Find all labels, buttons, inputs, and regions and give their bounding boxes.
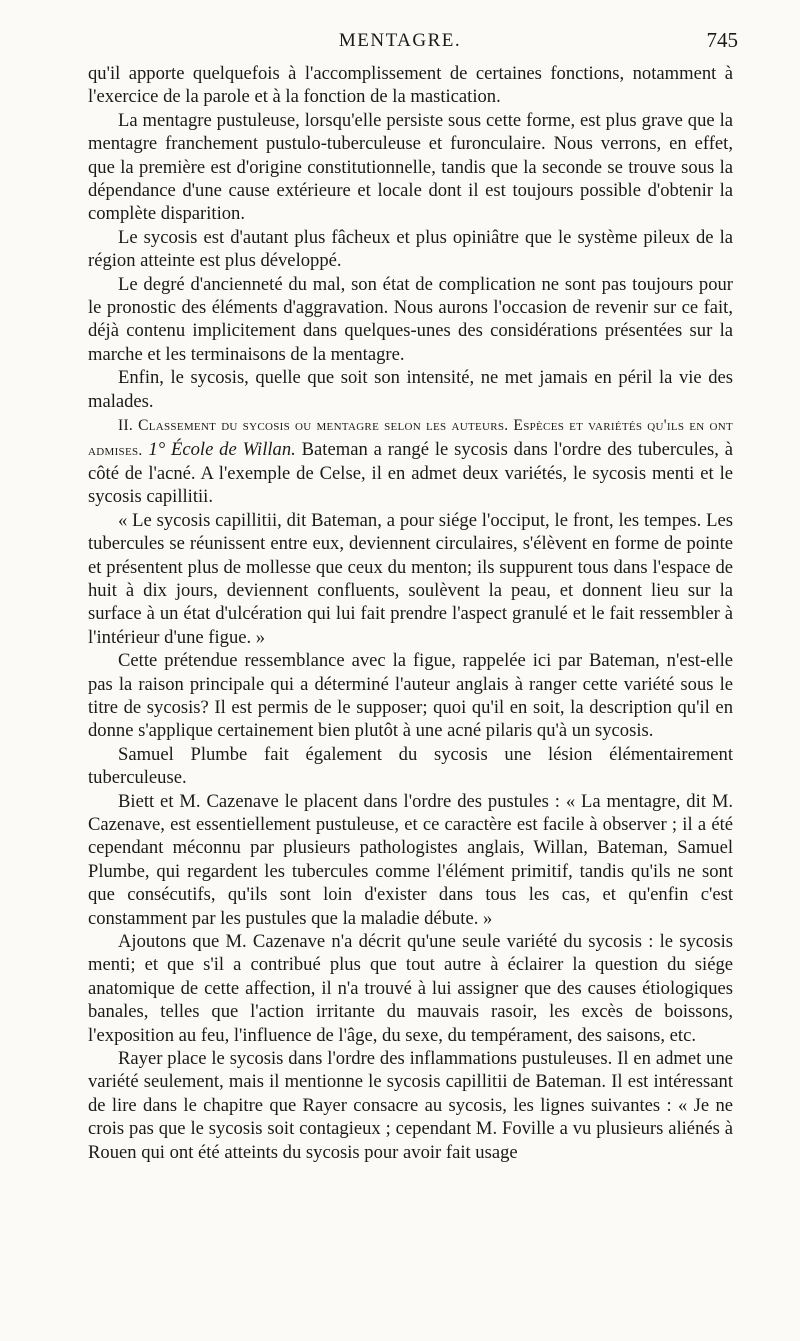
paragraph-4: Le degré d'ancienneté du mal, son état de complication ne sont pas toujours pour le pronostic des éléments d'aggravation. Nous aurons l'occasion de revenir sur ce fait, déjà contenu implicitement dans quelques-unes des considérations présentées sur la marche et les terminaisons de la mentagre. [88, 273, 733, 365]
body-text [88, 62, 733, 1164]
school-heading: 1° École de Willan. [148, 438, 296, 460]
paragraph-3: Le sycosis est d'autant plus fâcheux et plus opiniâtre que le système pileux de la région atteinte est plus développé. [88, 226, 733, 272]
paragraph-5: Enfin, le sycosis, quelle que soit son intensité, ne met jamais en péril la vie des malades. [88, 367, 733, 412]
section-ii-text: Bateman a rangé le sycosis dans l'ordre des tubercules, à côté de l'acné. A l'exemple de Celse, il en admet deux variétés, le sycosis menti et le sycosis capillitii. [88, 438, 734, 508]
paragraph-1: qu'il apporte quelquefois à l'accomplissement de certaines fonctions, notamment à l'exercice de la parole et à la fonction de la mastication. [88, 63, 733, 108]
paragraph-rayer: Rayer place le sycosis dans l'ordre des inflammations pustuleuses. Il en admet une variété seulement, mais il mentionne le sycosis capillitii de Bateman. Il est intéressant de lire dans le chapitre que Rayer consacre au sycosis, les lignes suivantes : « Je ne crois pas que le sycosis soit contagieux ; cependant M. Foville a vu plusieurs aliénés à Rouen qui ont été atteints du sycosis pour avoir fait usage [88, 1048, 733, 1163]
section-heading: II. Classement du sycosis ou mentagre selon les auteurs. Espèces et variétés qu'ils en ont admises. [88, 417, 733, 459]
paragraph-biett: Biett et M. Cazenave le placent dans l'ordre des pustules : « La mentagre, dit M. Cazenave, est essentiellement pustuleuse, et ce caractère est facile à observer ; il a été cependant méconnu par plusieurs pathologistes anglais, Willan, Bateman, Samuel Plumbe, qui regardent les tubercules comme l'élément primitif, tandis qu'ils ne sont que consécutifs, qu'ils sont loin d'exister dans tous les cas, et qu'enfin c'est constamment par les pustules que la maladie débute. » [88, 790, 733, 929]
section-ii-paragraph [88, 413, 733, 509]
running-title: MENTAGRE. [338, 30, 462, 51]
running-head [0, 26, 800, 58]
paragraph-cazenave: Ajoutons que M. Cazenave n'a décrit qu'une seule variété du sycosis : le sycosis menti; et que s'il a contribué plus que tout autre à éclairer la question du siége anatomique de cette affection, il n'a trouvé à lui assigner que des causes étiologiques banales, telles que l'action irritante du mauvais rasoir, les excès de boissons, l'exposition au feu, l'influence de l'âge, du sexe, du tempérament, des saisons, etc. [88, 931, 733, 1046]
paragraph-bateman-quote: « Le sycosis capillitii, dit Bateman, a pour siége l'occiput, le front, les tempes. Les tubercules se réunissent entre eux, deviennent circulaires, s'élèvent en forme de pointe et présentent plus de mollesse que ceux du menton; ils suppurent tous dans l'espace de huit à dix jours, deviennent confluents, soulèvent la peau, et donnent lieu sur la surface à un état d'ulcération qui lui fait prendre l'aspect granulé et le fait ressembler à l'intérieur d'une figue. » [88, 509, 733, 648]
paragraph-plumbe: Samuel Plumbe fait également du sycosis une lésion élémentairement tuberculeuse. [88, 743, 733, 789]
paragraph-figue: Cette prétendue ressemblance avec la figue, rappelée ici par Bateman, n'est-elle pas la raison principale qui a déterminé l'auteur anglais à ranger cette variété sous le titre de sycosis? Il est permis de le supposer; quoi qu'il en soit, la description qu'il en donne s'applique certainement bien plutôt à une acné pilaris qu'à un sycosis. [88, 650, 733, 742]
page-number: 745 [706, 28, 738, 52]
paragraph-2: La mentagre pustuleuse, lorsqu'elle persiste sous cette forme, est plus grave que la mentagre franchement pustulo-tuberculeuse et furonculaire. Nous verrons, en effet, que la première est d'origine constitutionnelle, tandis que la seconde se trouve sous la dépendance d'une cause extérieure et locale dont il est toujours possible d'obtenir la complète disparition. [88, 109, 733, 225]
